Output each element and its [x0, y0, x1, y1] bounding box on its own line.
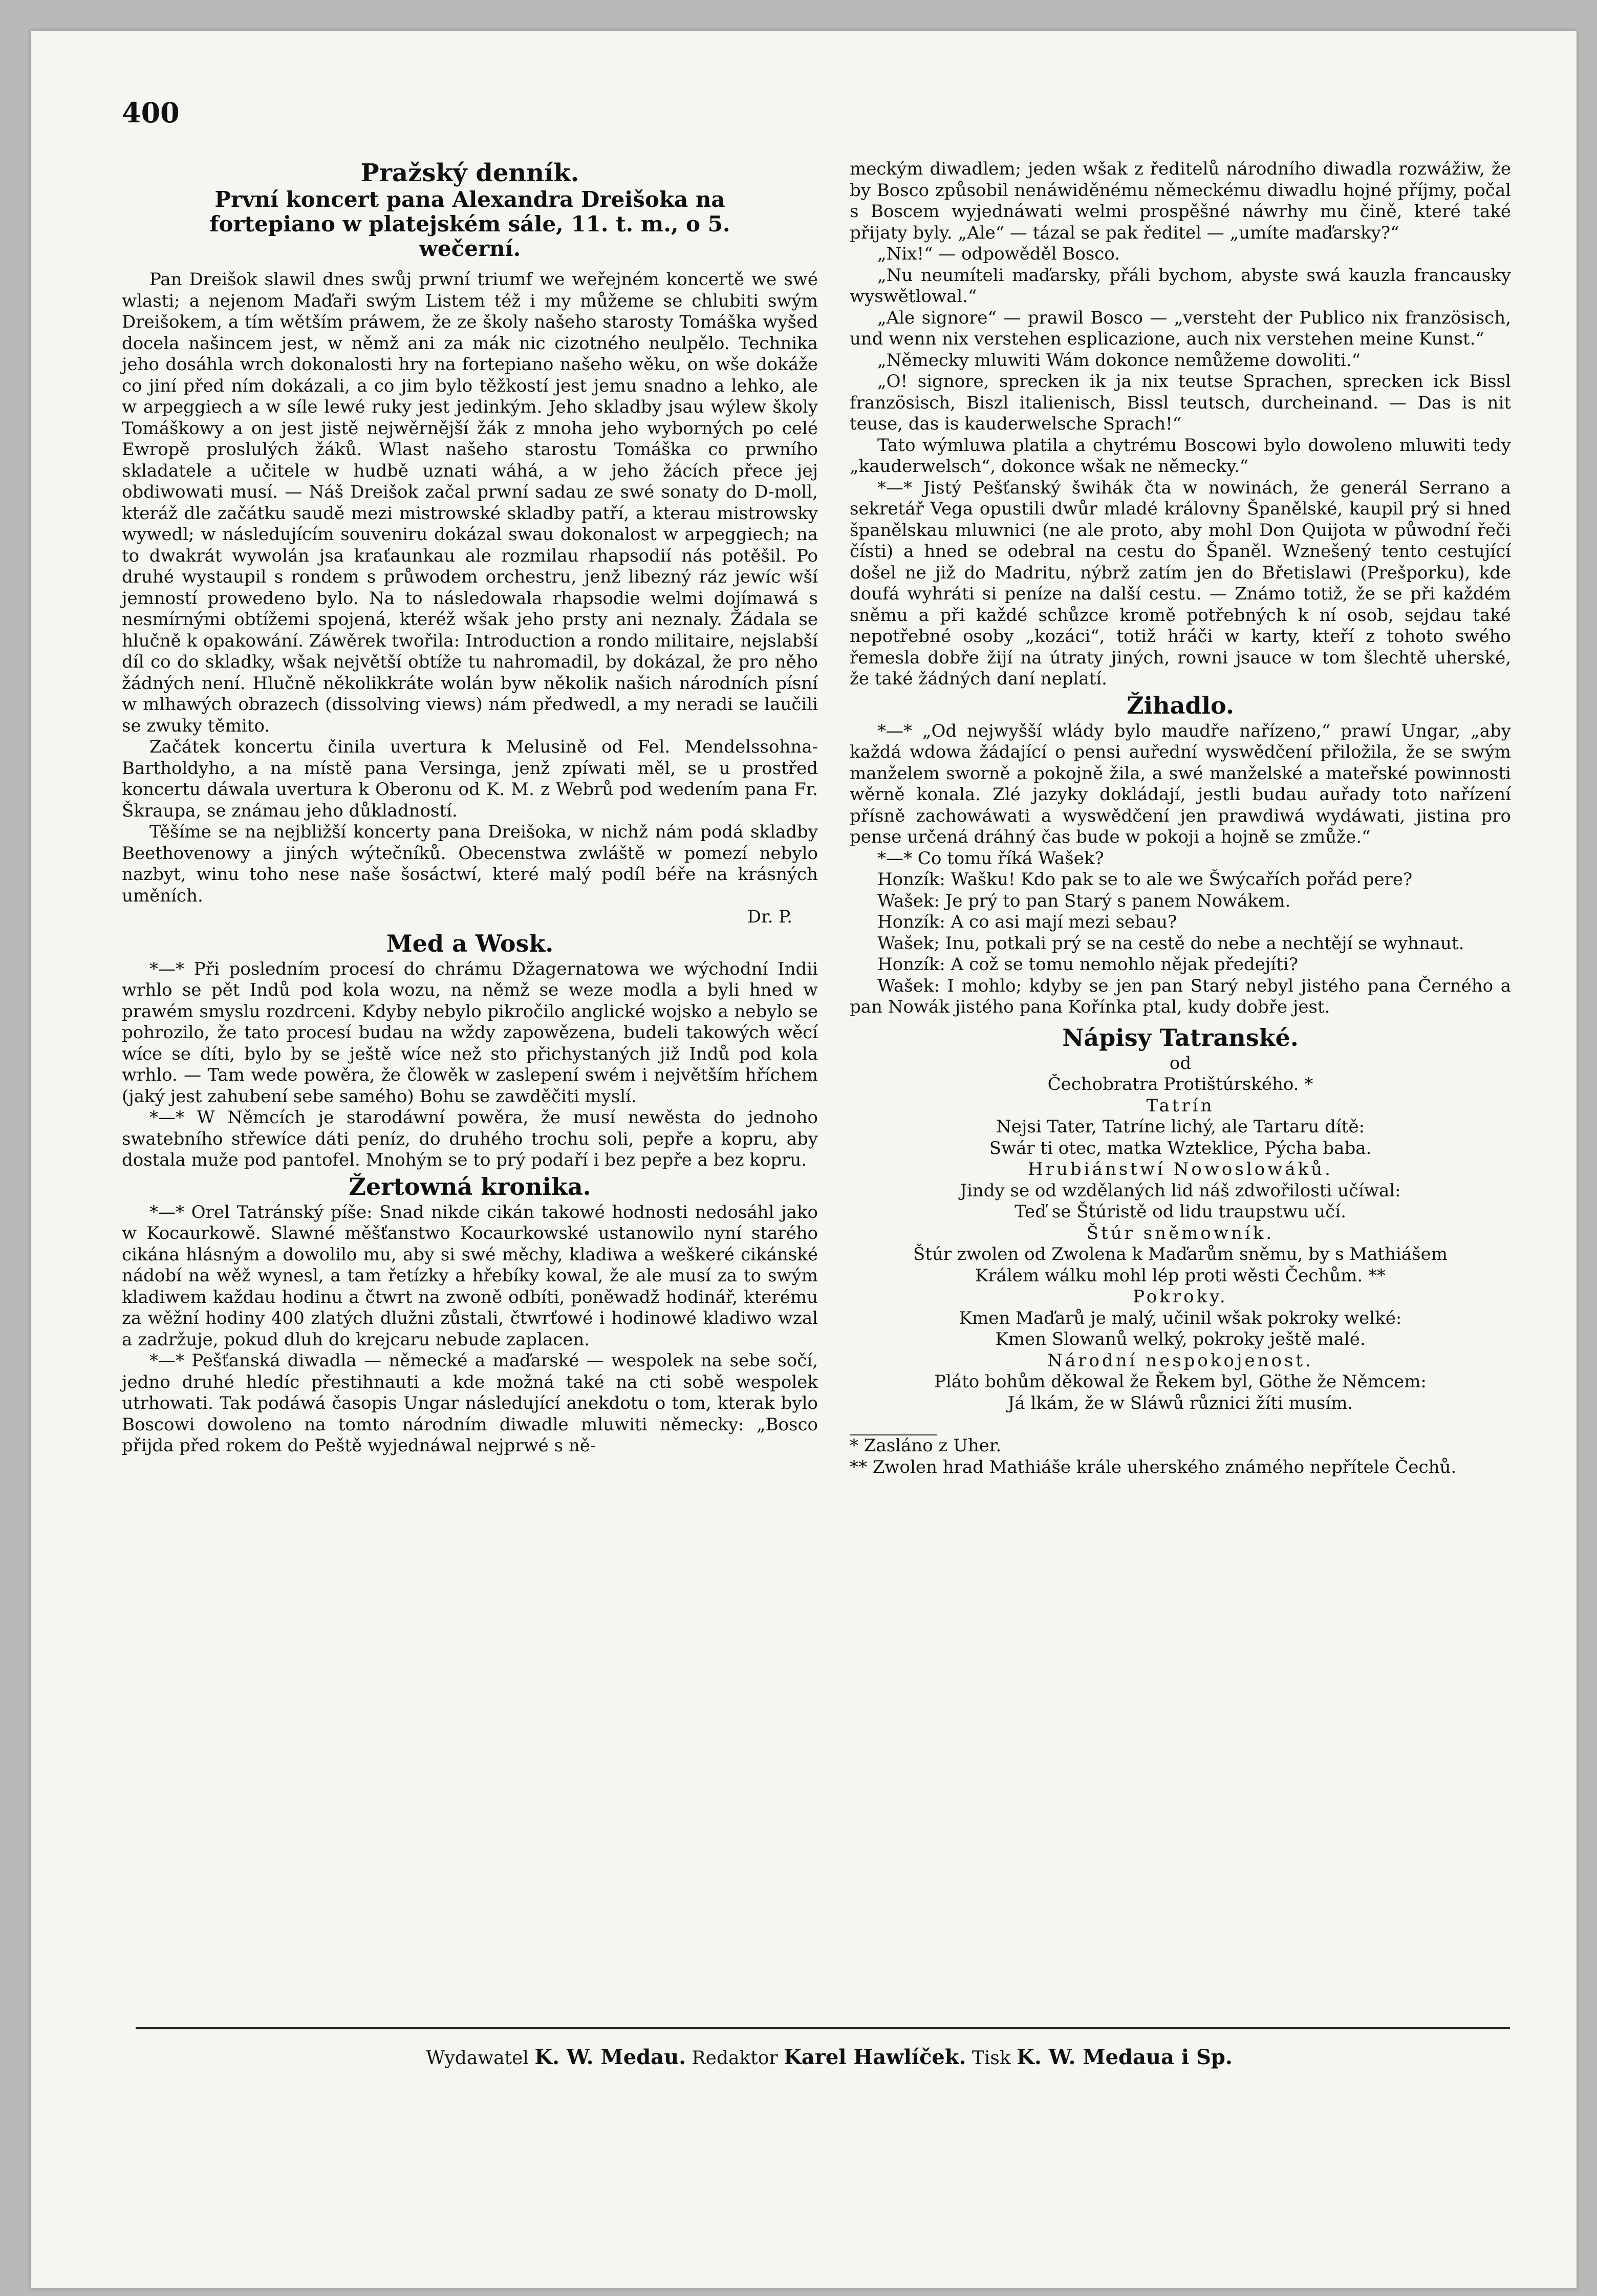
article-paragraph: Pan Dreišok slawil dnes swůj prwní triumf we weřejném koncertě we swé wlasti; a nejenom Maďaři swým Listem též i my můžeme se chlubiti swým Dreišokem, a tím wětším práwem, že ze školy našeho starosty Tomáška wyšed docela našincem jest, w němž ani za mák nic cizotného neulpělo. Technika jeho dosáhla wrch dokonalosti hry na fortepiano našeho wěku, on wše dokáže co jiní před ním dokázali, a co jim bylo těžkostí jest jemu snadno a lehko, ale w arpeggiech a w síle lewé ruky jest jedinkým. Jeho skladby jsau wýlew školy Tomáškowy a on jest jistě nejwěrnější žák z mnoha jeho wyborných po celé Ewropě proslulých žáků. Wlast našeho starostu Tomáška co prwního skladatele a učitele w hudbě uznati wáhá, a w jeho žácích přece jej obdiwowati musí. — Náš Dreišok začal prwní sadau ze swé sonaty do D-moll, kteráž dle začátku saudě mezi mistrowské skladby patří, a kterau mistrowsky wywedl; w následujícím souveniru dokázal swau dokonalost w arpeggiech; na to dwakrát wywolán jsa kraťaunkau ale rozmilau rhapsodií nás potěšil. Po druhé wystaupil s rondem s průwodem orchestru, jenž libezný ráz jewíc wší jemností prowedeno bylo. Na to následowala rhapsodie welmi dojímawá s nesmírnými obtížemi spojená, kteréž wšak jeho prsty ani neznaly. Žádala se hlučně k opakowání. Záwěrek twořila: Introduction a rondo militaire, nejslabší díl co do skladky, wšak největší obtíže tu nahromadil, by dokázal, že pro něho žádných není. Hlučně několikkráte wolán byw několik našich národních písní w mlhawých obrazech (dissolving views) nám předwedl, a my neradi se laučili se zwuky těmito. [122, 269, 818, 736]
section-title-zihadlo: Žihadlo. [1127, 691, 1234, 719]
section-title-prazsky-dennik: Pražský denník. [360, 159, 579, 187]
article-signature: Dr. P. [747, 907, 792, 927]
article-paragraph: *—* Při posledním procesí do chrámu Džagernatowa we wýchodní Indii wrhlo se pět Indů pod kola wozu, na němž se weze modla a byli hned w prawém smyslu rozdrceni. Kdyby nebylo pikročilo anglické wojsko a nebylo se pohrozilo, že tato procesí budau na wždy zapowězena, budeli takowých wěcí wíce se díti, bylo by se ještě wíce než sto přichystaných již Indů pod kola wrhlo. — Tam wede powěra, že člowěk w zaslepení swém i největším hříchem (jaký jest zahubení sebe samého) Bohu se zawděčiti myslí. [122, 958, 818, 1107]
article-paragraph: *—* Co tomu říká Wašek? [877, 848, 1104, 869]
article-paragraph: „Ale signore“ — prawil Bosco — „versteht der Publico nix französisch, und wenn nix verstehen esplicazione, auch nix verstehen meine Kunst.“ [850, 307, 1511, 349]
dialogue-line: Honzík: A což se tomu nemohlo nějak předejíti? [877, 954, 1298, 975]
article-paragraph: *—* Jistý Pešťanský šwihák čta w nowinách, že generál Serrano a sekretář Vega opustili dwůr mladé královny Španělské, kaupil prý si hned španělskau mluwnici (ne ale proto, aby mohl Don Quijota w půwodní řeči čísti) a hned se odebral na cestu do Španěl. Wznešený tento cestující došel ne již do Madritu, nýbrž zatím jen do Břetislawi (Prešporku), kde doufá wyhráti si peníze na další cestu. — Známo totiž, že se při každém sněmu a při každé schůzce kromě potřebných k ní osob, sejdau také nepotřebné osoby „kozáci“, totiž hráči w karty, kteří z tohoto swého řemesla dobře žijí na útraty jiných, rowni jsauce w tom šlechtě uherské, že také žádných daní neplatí. [850, 477, 1511, 689]
article-paragraph: Tato wýmluwa platila a chytrému Boscowi bylo dowoleno mluwiti tedy „kauderwelsch“, dokonce wšak ne německy.“ [850, 435, 1511, 477]
footer-divider [136, 2027, 1510, 2029]
dialogue-line: Honzík: A co asi mají mezi sebau? [877, 912, 1177, 932]
poem-line: Swár ti otec, matka Wzteklice, Pýcha baba. [989, 1138, 1372, 1158]
poem-author: Čechobratra Protištúrského. * [1047, 1074, 1313, 1095]
poem-byline-od: od [1169, 1053, 1192, 1074]
dialogue-line: Wašek: Je prý to pan Starý s panem Nowákem. [877, 890, 1291, 911]
article-paragraph: Začátek koncertu činila uvertura k Melusině od Fel. Mendelssohna-Bartholdyho, a na místě pana Versinga, jenž zpíwati měl, se u prostřed koncertu dáwala uvertura k Oberonu od K. M. z Webrů pod wedením pana Fr. Škraupa, se známau jeho důkladností. [122, 737, 818, 821]
poem-heading: Národní nespokojenost. [1047, 1350, 1313, 1371]
editor-label: Redaktor [692, 2048, 778, 2069]
section-title-zertowna-kronika: Žertowná kronika. [349, 1172, 591, 1200]
article-paragraph: *—* Pešťanská diwadla — německé a maďarské — wespolek na sebe sočí, jedno druhé hledíc přestihnauti a kde možná také na cti sobě wespolek utrhowati. Tak podáwá časopis Ungar následující anekdotu o tom, kterak bylo Boscowi dowoleno na tomto národním diwadle mluwiti německy: „Bosco přijda před rokem do Peště wyjednáwal nejprwé s ně- [122, 1350, 818, 1456]
article-subtitle-line1: První koncert pana Alexandra Dreišoka na [214, 187, 725, 212]
article-paragraph: *—* Orel Tatránský píše: Snad nikde cikán takowé hodnosti nedosáhl jako w Kocaurkowě. Slawné měšťanstwo Kocaurkowské ustanowilo nyní starého cikána hlásným a dowolilo mu, aby si swé měchy, kladiwa a weškeré cikánské nádobí na wěž wynesl, a tam řetízky a hřebíky kowal, že ale musí za to swým kladiwem každau hodinu a čtwrt na zwoně odbíti, poněwadž hodinář, kterému za wěžní hodiny 400 zlatých dlužni zůstali, čtwrťowé i hodinowé kladiwo wzal a zadržuje, pokud dluh do krejcaru nebude zaplacen. [122, 1201, 818, 1350]
article-paragraph: „O! signore, sprecken ik ja nix teutse Sprachen, sprecken ick Bissl französisch, Biszl italienisch, Bissl teutsch, durcheinand. — Das is nit teuse, das is kauderwelsche Sprach!“ [850, 371, 1511, 434]
dialogue-line: Wašek; Inu, potkali prý se na cestě do nebe a nechtějí se wyhnaut. [877, 933, 1464, 954]
page-number: 400 [122, 96, 180, 129]
left-column [122, 159, 818, 1457]
publisher-name: K. W. Medau. [534, 2045, 686, 2069]
poem-line: Štúr zwolen od Zwolena k Maďarům sněmu, by s Mathiášem [913, 1244, 1448, 1264]
poem-line: Pláto bohům děkowal že Řekem byl, Göthe že Němcem: [934, 1371, 1427, 1392]
section-title-napisy-tatranske: Nápisy Tatranské. [1062, 1023, 1299, 1052]
poem-line: Já lkám, že w Sláwů různici žíti musím. [1007, 1392, 1353, 1413]
poem-line: Kmen Maďarů je malý, učinil wšak pokroky welké: [959, 1307, 1402, 1328]
poem-line: Králem wálku mohl lép proti wěsti Čechům. ** [975, 1265, 1386, 1286]
newspaper-page [31, 31, 1577, 2288]
poem-heading: Hrubiánstwí Nowoslowáků. [1028, 1159, 1333, 1179]
section-title-med-a-wosk: Med a Wosk. [386, 929, 554, 957]
poem-line: Nejsi Tater, Tatríne lichý, ale Tartaru dítě: [996, 1117, 1365, 1137]
poem-line: Teď se Štúristě od lidu traupstwu učí. [1015, 1201, 1346, 1222]
poem-heading: Štúr sněmowník. [1086, 1222, 1275, 1243]
printer-name: K. W. Medaua i Sp. [1017, 2045, 1233, 2069]
footnote: * Zasláno z Uher. [850, 1435, 1002, 1456]
dialogue-line: Wašek: I mohlo; kdyby se jen pan Starý nebyl jistého pana Černého a pan Nowák jistého pana Kořínka ptal, kudy dobře jest. [850, 975, 1511, 1017]
poem-line: Jindy se od wzdělaných lid náš zdwořilosti učíwal: [960, 1180, 1401, 1201]
article-paragraph: *—* „Od nejwyšší wlády bylo maudře nařízeno,“ prawí Ungar, „aby každá wdowa žádající o pensi auřední wyswědčení přiložila, že se swým manželem sworně a pokojně žila, a swé manželské a mateřské powinnosti wěrně konala. Zlé jazyky dokládají, jestli budau auřady toto nařízení přísně zachowáwati a wyswědčení jen prawdiwá wydáwati, jistina pro pense určená dráhný čas bude w pokoji a hojně se zmůže.“ [850, 720, 1511, 847]
article-subtitle-line3: wečerní. [419, 236, 521, 261]
article-subtitle-line2: fortepiano w platejském sále, 11. t. m., o 5. [209, 211, 730, 237]
poem-heading: Tatrín [1146, 1095, 1215, 1116]
printer-label: Tisk [972, 2048, 1011, 2069]
article-paragraph: *—* W Němcích je starodáwní powěra, že musí newěsta do jednoho swatebního střewíce dáti peníz, do druhého trochu soli, pepře a kopru, aby dostala muže pod pantofel. Mnohým se to prý podaří i bez pepře a bez kopru. [122, 1107, 818, 1170]
poem-line: Kmen Slowanů welký, pokroky ještě malé. [995, 1329, 1366, 1349]
right-column [850, 159, 1511, 1478]
article-paragraph: Těšíme se na nejbližší koncerty pana Dreišoka, w nichž nám podá skladby Beethovenowy a jiných wýtečníků. Obecenstwa zwláště w pomezí nebylo nazbyt, winu toho nese naše šosáctwí, které malý podíl béře na krásných uměních. [122, 822, 818, 906]
article-paragraph: „Nix!“ — odpowěděl Bosco. [877, 244, 1120, 264]
footnote: ** Zwolen hrad Mathiáše krále uherského známého nepřítele Čechů. [850, 1456, 1457, 1477]
article-paragraph: „Nu neumíteli maďarsky, přáli bychom, abyste swá kauzla francausky wyswětlowal.“ [850, 265, 1511, 307]
article-paragraph: „Německy mluwiti Wám dokonce nemůžeme dowoliti.“ [877, 350, 1361, 371]
editor-name: Karel Hawlíček. [784, 2045, 966, 2069]
publisher-label: Wydawatel [426, 2048, 529, 2069]
imprint-footer [31, 2045, 1597, 2069]
poem-heading: Pokroky. [1133, 1286, 1228, 1307]
article-paragraph: meckým diwadlem; jeden wšak z ředitelů národního diwadla rozwážiw, že by Bosco způsobil nenáwiděnému německému diwadlu hojné příjmy, počal s Boscem wyjednáwati welmi prospěšné náwrhy mu čině, které také přijaty byly. „Ale“ — tázal se pak ředitel — „umíte maďarsky?“ [850, 159, 1511, 243]
dialogue-line: Honzík: Wašku! Kdo pak se to ale we Šwýcařích pořád pere? [877, 869, 1413, 890]
